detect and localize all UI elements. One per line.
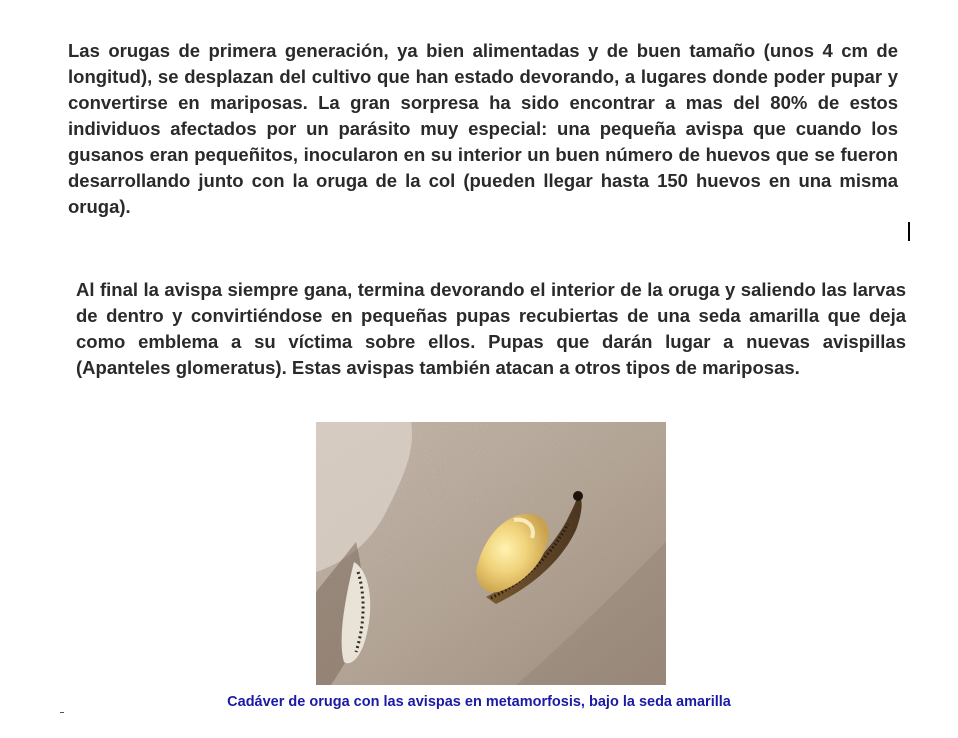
figure-caption: Cadáver de oruga con las avispas en metamorfosis, bajo la seda amarilla [227, 694, 731, 710]
corner-mark [60, 712, 64, 713]
paragraph-wasp-wins: Al final la avispa siempre gana, termina devorando el interior de la oruga y saliendo las larvas de dentro y convirtiéndose en pequeñas pupas recubiertas de una seda amarilla que deja como emblema a su víctima sobre ellos. Pupas que darán lugar a nuevas avispillas (Apanteles glomeratus). Estas avispas también atacan a otros tipos de mariposas. [76, 279, 906, 378]
paragraph-first-generation: Las orugas de primera generación, ya bien alimentadas y de buen tamaño (unos 4 cm de longitud), se desplazan del cultivo que han estado devorando, a lugares donde poder pupar y convertirse en mariposas. La gran sorpresa ha sido encontrar a mas del 80% de estos individuos afectados por un parásito muy especial: una pequeña avispa que cuando los gusanos eran pequeñitos, inocularon en su interior un buen número de huevos que se fueron desarrollando junto con la oruga de la col (pueden llegar hasta 150 huevos en una misma oruga). [68, 40, 898, 217]
caterpillar-photo [316, 422, 666, 685]
text-cursor-mark [908, 222, 910, 241]
